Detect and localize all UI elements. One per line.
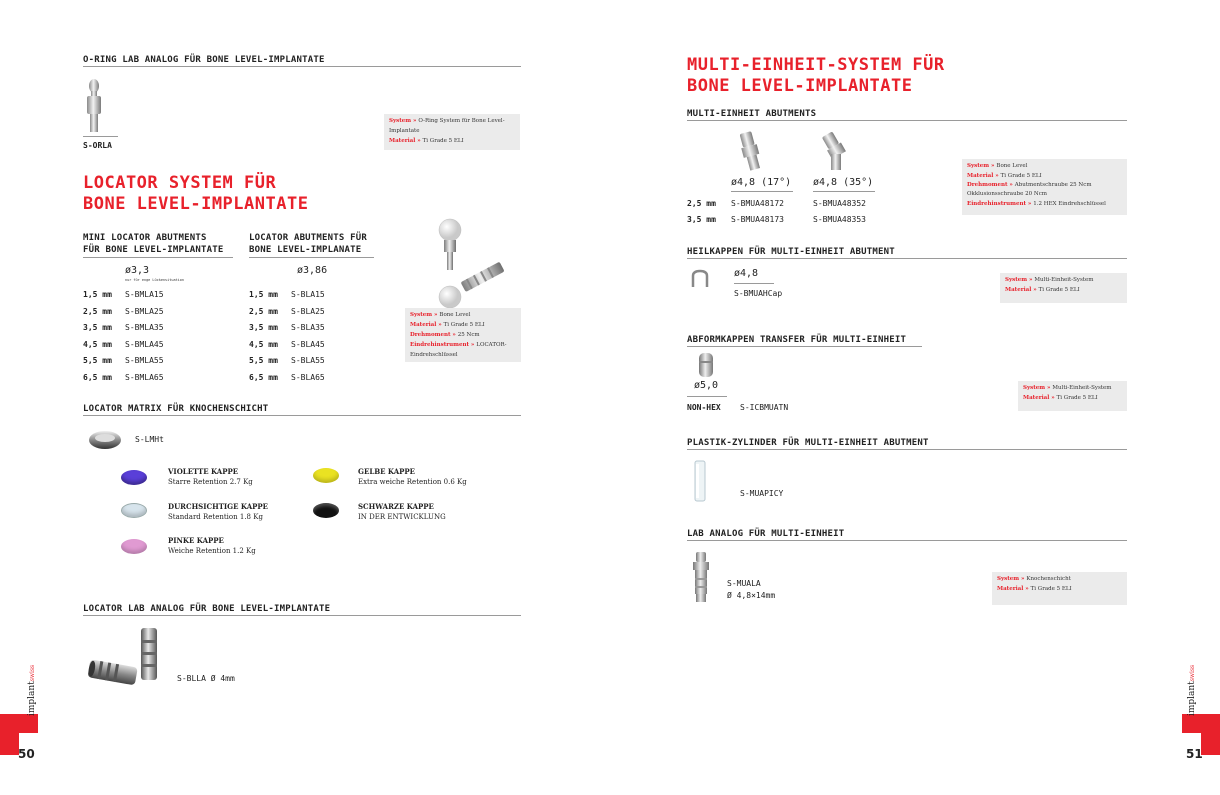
cap-black: SCHWARZE KAPPE IN DER ENTWICKLUNG	[358, 502, 446, 521]
table-row: 6,5 mm S-BLA65	[249, 372, 325, 382]
mua-info-box	[962, 159, 1127, 215]
page-number: 51	[1186, 747, 1203, 761]
mua-lab-info-box	[992, 572, 1127, 605]
divider	[687, 449, 1127, 450]
table-row: 6,5 mm S-BMLA65	[83, 372, 164, 382]
footer-red-block	[1201, 714, 1220, 755]
plastic-title: PLASTIK-ZYLINDER FÜR MULTI-EINHEIT ABUTMENT	[687, 438, 929, 448]
footer-red-block	[1182, 714, 1201, 733]
heal-diameter: ø4,8	[734, 268, 759, 279]
cap-clear: DURCHSICHTIGE KAPPE Standard Retention 1.8 Kg	[168, 502, 269, 521]
mua-35-image	[822, 130, 850, 172]
divider	[83, 136, 118, 137]
transfer-diameter: ø5,0	[694, 380, 719, 391]
info-row: System » O-Ring System für Bone Level-Implantate	[389, 118, 505, 134]
info-row: Material » Ti Grade 5 ELI	[410, 322, 485, 328]
locator-lab-code: S-BLLA Ø 4mm	[177, 674, 235, 683]
info-row: System » Knochenschicht	[997, 576, 1071, 582]
locator-lab-title: LOCATOR LAB ANALOG FÜR BONE LEVEL-IMPLANTATE	[83, 604, 331, 614]
cap-pink: PINKE KAPPE Weiche Retention 1.2 Kg	[168, 536, 256, 555]
oring-info-box	[384, 114, 520, 150]
table-row: 2,5 mm S-BLA25	[249, 306, 325, 316]
divider	[83, 615, 521, 616]
table-row: 5,5 mm S-BMLA55	[83, 356, 164, 365]
mua-col1: ø4,8 (17°)	[731, 177, 792, 188]
plastic-cylinder-image	[692, 460, 708, 502]
info-row: System » Bone Level	[410, 312, 471, 318]
matrix-code: S-LMHt	[135, 435, 164, 444]
divider	[83, 66, 521, 67]
divider	[687, 540, 1127, 541]
std-diameter: ø3,86	[297, 265, 328, 276]
oring-title: O-RING LAB ANALOG FÜR BONE LEVEL-IMPLANTATE	[83, 55, 325, 65]
footer-red-block	[19, 714, 38, 733]
info-row: Material » Ti Grade 5 ELI	[389, 138, 464, 144]
table-row: 3,5 mm S-BMLA35	[83, 323, 164, 332]
locator-abutments-title: LOCATOR ABUTMENTS FÜR BONE LEVEL-IMPLANATE	[249, 233, 367, 255]
transfer-cap-image	[696, 352, 716, 378]
locator-info-box	[405, 308, 521, 362]
mua-col2: ø4,8 (35°)	[813, 177, 874, 188]
table-row: 2,5 mm S-BMLA25	[83, 306, 164, 316]
clear-cap-image	[121, 503, 147, 518]
footer-brand: implantswiss	[27, 664, 37, 716]
yellow-cap-image	[313, 468, 339, 483]
info-row: System » Multi-Einheit-System	[1005, 277, 1094, 283]
footer-red-block	[0, 714, 19, 755]
mua-lab-title: LAB ANALOG FÜR MULTI-EINHEIT	[687, 529, 845, 539]
info-row: System » Multi-Einheit-System	[1023, 385, 1112, 391]
divider	[83, 257, 233, 258]
mini-diameter: ø3,3	[125, 265, 150, 276]
table-row: 3,5 mm S-BMUA48173 S-BMUA48353	[687, 215, 866, 224]
info-row: Drehmoment » 25 Ncm	[410, 332, 480, 338]
oring-code: S-ORLA	[83, 141, 112, 150]
info-row: System » Bone Level	[967, 163, 1028, 169]
footer-brand: implantswiss	[1187, 664, 1197, 716]
locator-heading: LOCATOR SYSTEM FÜR BONE LEVEL-IMPLANTATE	[83, 173, 309, 214]
mua-lab-code: S-MUALA	[727, 579, 761, 588]
table-row: 5,5 mm S-BLA55	[249, 356, 325, 365]
mua-heading: MULTI-EINHEIT-SYSTEM FÜR BONE LEVEL-IMPLANTATE	[687, 55, 945, 96]
mua-title: MULTI-EINHEIT ABUTMENTS	[687, 109, 817, 119]
mua-lab-text	[727, 578, 775, 602]
page-number: 50	[18, 747, 35, 761]
divider	[249, 257, 374, 258]
matrix-title: LOCATOR MATRIX FÜR KNOCHENSCHICHT	[83, 404, 269, 414]
heal-cap-image	[690, 269, 710, 289]
info-row: Drehmoment » Abutmentschraube 25 Ncm Okklusionsschraube 20 Ncm	[967, 182, 1092, 197]
black-cap-image	[313, 503, 339, 518]
pink-cap-image	[121, 539, 147, 554]
divider	[687, 346, 922, 347]
mua-lab-size: Ø 4,8×14mm	[727, 591, 776, 600]
mini-locator-title: MINI LOCATOR ABUTMENTS FÜR BONE LEVEL-IMPLANTATE	[83, 233, 224, 255]
oring-analog-image	[84, 78, 104, 134]
cap-yellow: GELBE KAPPE Extra weiche Retention 0.6 Kg	[358, 467, 467, 486]
info-row: Eindrehinstrument » 1.2 HEX Eindrehschlüssel	[967, 201, 1106, 207]
cap-violet: VIOLETTE KAPPE Starre Retention 2.7 Kg	[168, 467, 253, 486]
mini-locator-table	[83, 285, 164, 384]
transfer-info-box	[1018, 381, 1127, 411]
info-row: Material » Ti Grade 5 ELI	[1023, 395, 1098, 401]
mua-table	[687, 194, 866, 226]
table-row: 3,5 mm S-BLA35	[249, 323, 325, 332]
mini-note: nur für enge Lückensituation	[125, 278, 185, 282]
locator-abutment-image	[430, 215, 512, 310]
info-row: Material » Ti Grade 5 ELI	[997, 586, 1072, 592]
divider	[687, 396, 727, 397]
locator-abutments-table	[249, 285, 325, 384]
violet-cap-image	[121, 470, 147, 485]
matrix-housing-image	[88, 430, 122, 450]
divider	[83, 415, 521, 416]
heal-info-box	[1000, 273, 1127, 303]
mua-lab-analog-image	[690, 551, 712, 603]
table-row: 1,5 mm S-BLA15	[249, 290, 325, 299]
table-row: 4,5 mm S-BLA45	[249, 339, 325, 349]
mua-17-image	[736, 130, 764, 172]
divider	[731, 191, 793, 192]
transfer-title: ABFORMKAPPEN TRANSFER FÜR MULTI-EINHEIT	[687, 335, 907, 345]
table-row: 2,5 mm S-BMUA48172 S-BMUA48352	[687, 199, 866, 208]
table-row: 1,5 mm S-BMLA15	[83, 290, 164, 299]
heal-code: S-BMUAHCap	[734, 289, 783, 298]
locator-lab-analog-image	[86, 626, 166, 696]
divider	[734, 283, 774, 284]
heal-title: HEILKAPPEN FÜR MULTI-EINHEIT ABUTMENT	[687, 247, 895, 257]
divider	[687, 258, 1127, 259]
transfer-label: NON-HEX	[687, 403, 721, 412]
transfer-code: S-ICBMUATN	[740, 403, 789, 412]
info-row: Eindrehinstrument » LOCATOR-Eindrehschlüssel	[410, 342, 507, 358]
plastic-code: S-MUAPICY	[740, 489, 784, 498]
table-row: 4,5 mm S-BMLA45	[83, 339, 164, 349]
info-row: Material » Ti Grade 5 ELI	[1005, 287, 1080, 293]
info-row: Material » Ti Grade 5 ELI	[967, 173, 1042, 179]
divider	[687, 120, 1127, 121]
divider	[813, 191, 875, 192]
